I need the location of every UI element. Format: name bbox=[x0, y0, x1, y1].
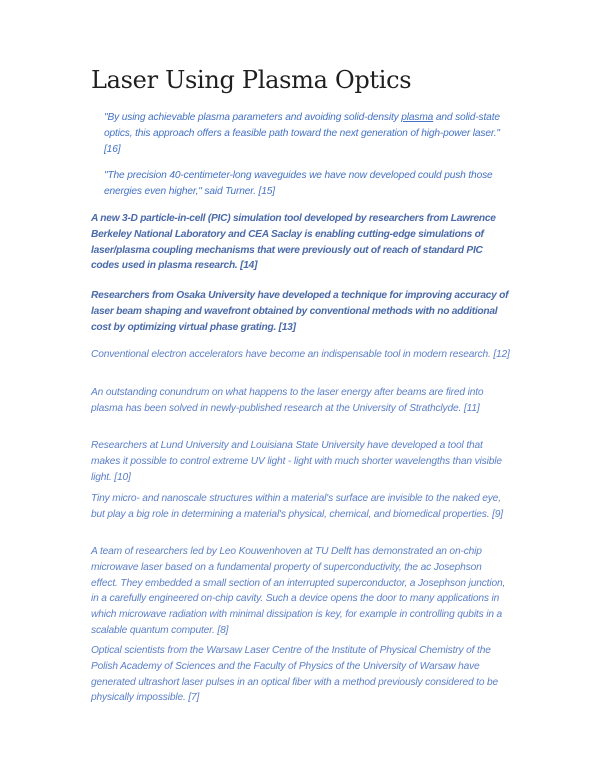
quote-1-text-before: "By using achievable plasma parameters and avoiding solid-density bbox=[104, 112, 402, 123]
paragraph-ultrashort-pulses: Optical scientists from the Warsaw Laser Centre of the Institute of Physical Chemistry of the Polish Academy of Sciences and the Faculty of Physics of the University of Warsaw have generated ultrashort laser pulses in an optical fiber with a method previously considered to be physically impossible. [7] bbox=[91, 645, 499, 704]
quote-paragraph-1 bbox=[104, 110, 508, 157]
paragraph-nanoscale-structures: Tiny micro- and nanoscale structures within a material's surface are invisible to the naked eye, but play a big role in determining a material's physical, chemical, and biomedical properties. [9] bbox=[91, 493, 503, 520]
paragraph-extreme-uv-light: Researchers at Lund University and Louisiana State University have developed a tool that makes it possible to control extreme UV light - light with much shorter wavelengths than visible light. [10] bbox=[91, 440, 502, 483]
plasma-link[interactable]: plasma bbox=[401, 112, 434, 123]
paragraph-microwave-laser: A team of researchers led by Leo Kouwenhoven at TU Delft has demonstrated an on-chip microwave laser based on a fundamental property of superconductivity, the ac Josephson effect. They embedded a small section of an interrupted superconductor, a Josephson junction, in a carefully engineered on-chip cavity. Such a device opens the door to many applications in which microwave radiation with minimal dissipation is key, for example in controlling qubits in a scalable quantum computer. [8] bbox=[91, 546, 506, 636]
paragraph-pic-simulation: A new 3-D particle-in-cell (PIC) simulation tool developed by researchers from Lawrence Berkeley National Laboratory and CEA Saclay is enabling cutting-edge simulations of laser/plasma coupling mechanisms that were previously out of reach of standard PIC codes used in plasma research. [14] bbox=[91, 213, 496, 272]
paragraph-electron-accelerators: Conventional electron accelerators have become an indispensable tool in modern research. [12] bbox=[91, 349, 510, 360]
paragraph-osaka-laser-shaping: Researchers from Osaka University have developed a technique for improving accuracy of laser beam shaping and wavefront obtained by conventional methods with no additional cost by optimizing virtual phase grating. [13] bbox=[91, 290, 509, 333]
paragraph-strathclyde-plasma: An outstanding conundrum on what happens to the laser energy after beams are fired into plasma has been solved in newly-published research at the University of Strathclyde. [11] bbox=[91, 387, 484, 414]
page-title: Laser Using Plasma Optics bbox=[91, 66, 412, 94]
quote-paragraph-2: "The precision 40-centimeter-long waveguides we have now developed could push those energies even higher," said Turner. [15] bbox=[104, 170, 493, 197]
quote-1-text-after: and solid-state optics, this approach offers a feasible path toward the next generation of high-power laser." [16] bbox=[104, 112, 500, 155]
